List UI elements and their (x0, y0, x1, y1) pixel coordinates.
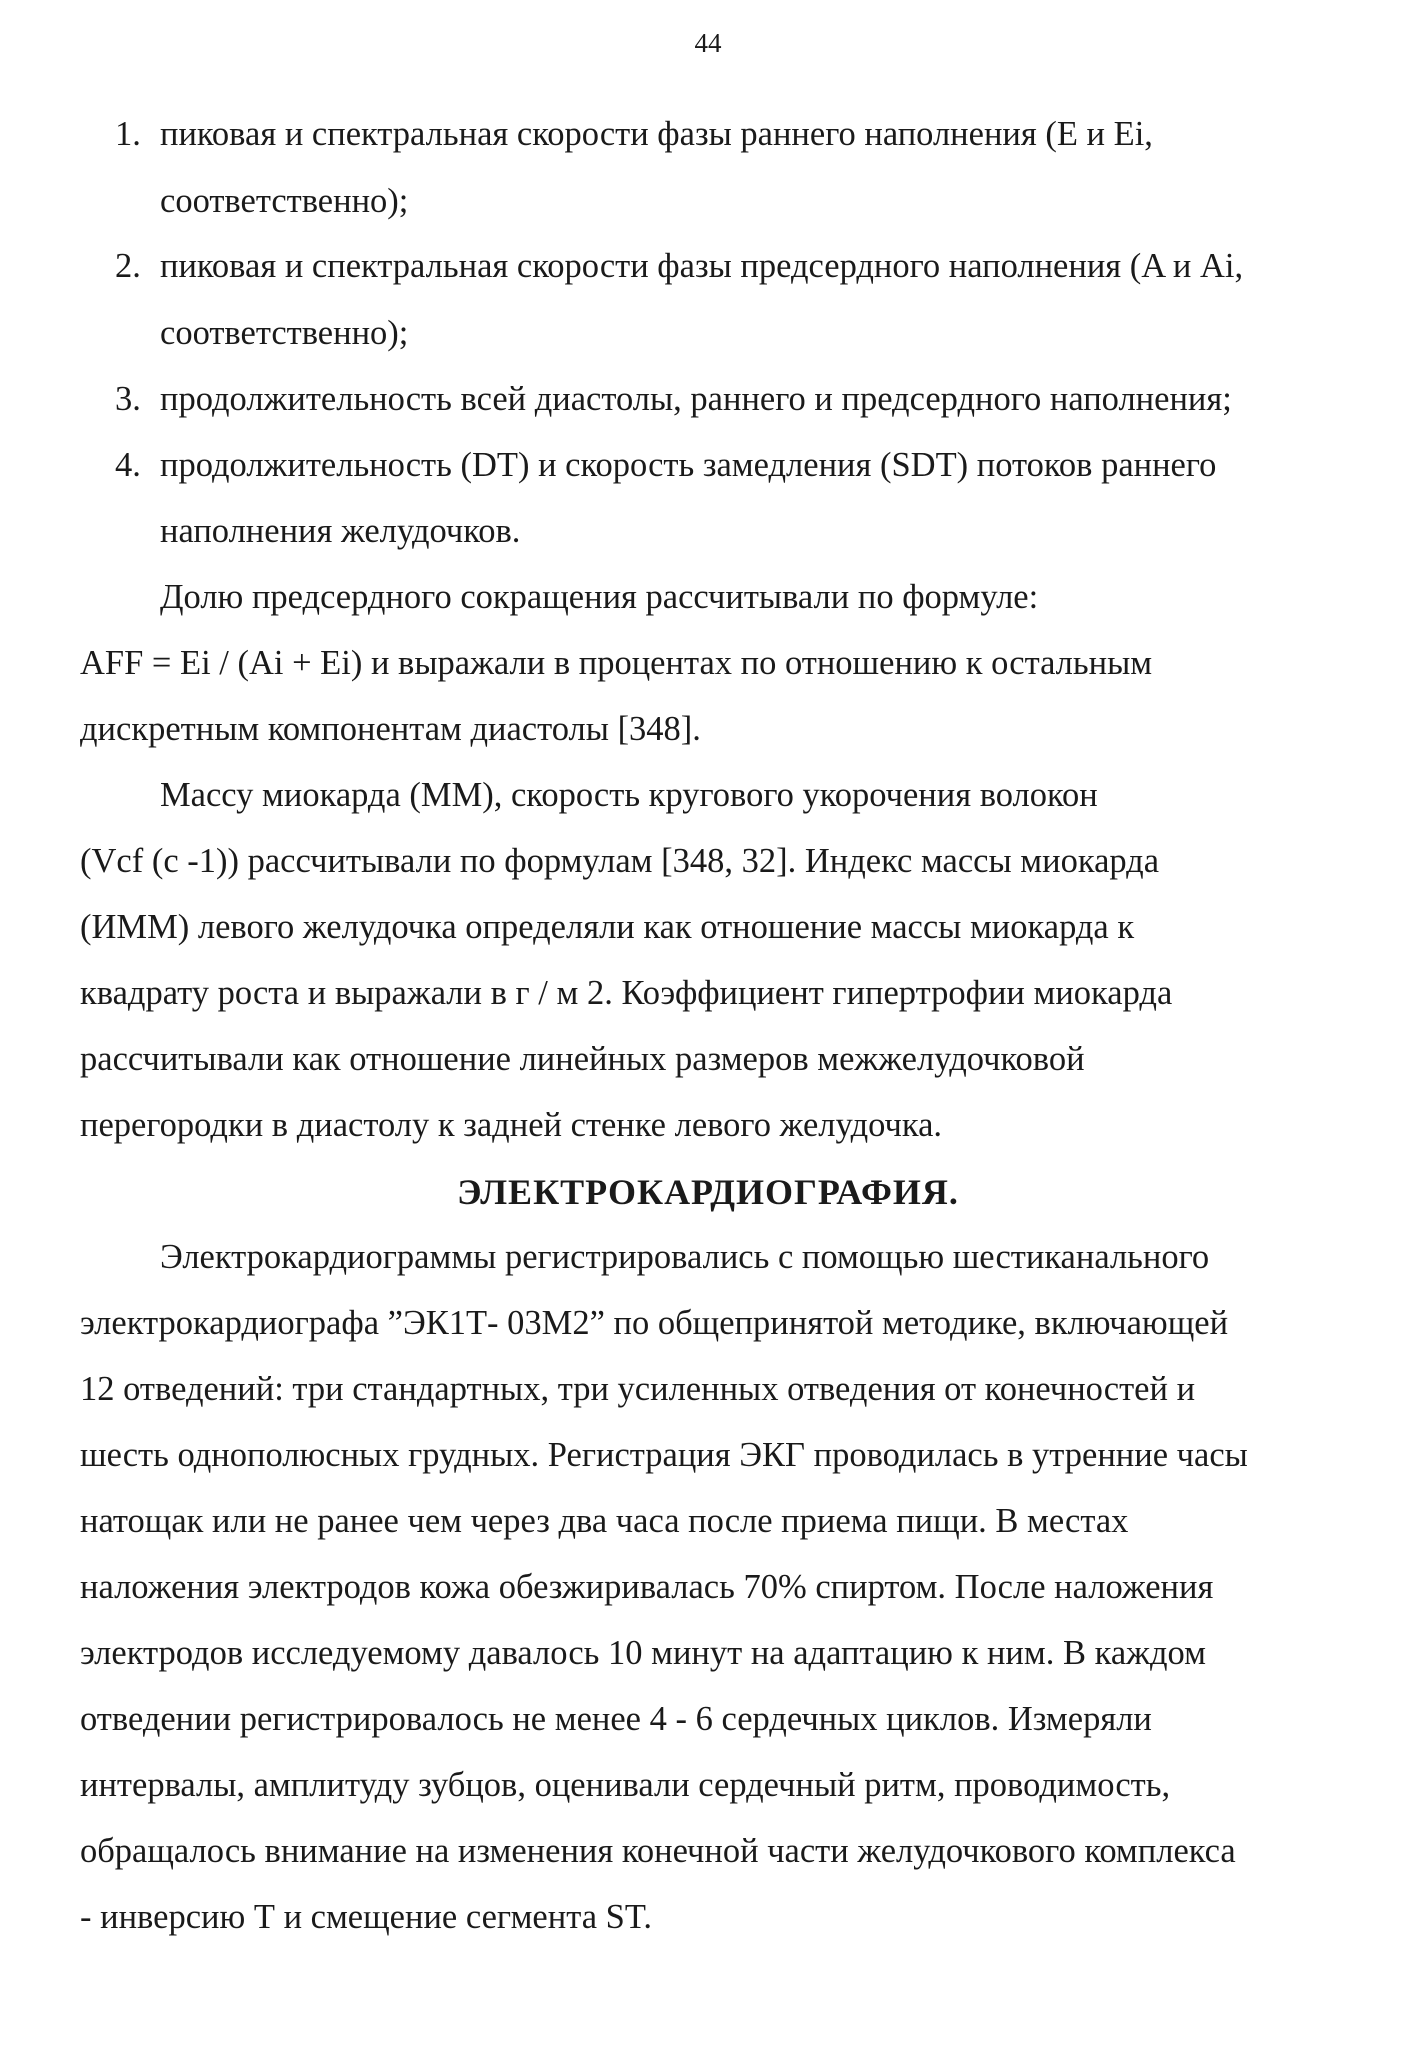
paragraph-line: Массу миокарда (ММ), скорость кругового укорочения волокон (160, 776, 1098, 814)
paragraph-line: 12 отведений: три стандартных, три усиленных отведения от конечностей и (80, 1370, 1196, 1408)
page-number: 44 (694, 28, 722, 58)
paragraph-line: AFF = Ei / (Ai + Ei) и выражали в процентах по отношению к остальным (80, 644, 1153, 682)
list-item-line: пиковая и спектральная скорости фазы предсердного наполнения (A и Ai, (160, 247, 1244, 285)
paragraph-line: шесть однополюсных грудных. Регистрация ЭКГ проводилась в утренние часы (80, 1436, 1248, 1474)
paragraph-line: наложения электродов кожа обезжиривалась 70% спиртом. После наложения (80, 1568, 1214, 1606)
paragraph-line: Электрокардиограммы регистрировались с помощью шестиканального (160, 1238, 1210, 1276)
paragraph-line: интервалы, амплитуду зубцов, оценивали сердечный ритм, проводимость, (80, 1766, 1171, 1804)
list-item-line: продолжительность (DT) и скорость замедления (SDT) потоков раннего (160, 446, 1217, 484)
paragraph-line: электрокардиографа ”ЭК1Т- 03М2” по общепринятой методике, включающей (80, 1304, 1229, 1342)
paragraph-line: дискретным компонентам диастолы [348]. (80, 710, 701, 748)
list-item-line: наполнения желудочков. (160, 512, 521, 550)
paragraph-line: электродов исследуемому давалось 10 минут на адаптацию к ним. В каждом (80, 1634, 1206, 1672)
list-item-line: соответственно); (160, 314, 409, 352)
paragraph-line: натощак или не ранее чем через два часа после приема пищи. В местах (80, 1502, 1129, 1540)
list-item-number: 2. (115, 247, 141, 285)
section-heading: ЭЛЕКТРОКАРДИОГРАФИЯ. (457, 1172, 959, 1212)
list-item-number: 4. (115, 446, 141, 484)
paragraph-line: отведении регистрировалось не менее 4 - 6 сердечных циклов. Измеряли (80, 1700, 1152, 1738)
paragraph-line: обращалось внимание на изменения конечной части желудочкового комплекса (80, 1832, 1236, 1870)
paragraph-line: рассчитывали как отношение линейных размеров межжелудочковой (80, 1040, 1085, 1078)
list-item-line: продолжительность всей диастолы, раннего и предсердного наполнения; (160, 380, 1232, 418)
list-item-number: 1. (115, 115, 141, 153)
list-item-line: соответственно); (160, 182, 409, 220)
list-item-number: 3. (115, 380, 141, 418)
list-item-line: пиковая и спектральная скорости фазы раннего наполнения (E и Ei, (160, 115, 1153, 153)
paragraph-line: - инверсию Т и смещение сегмента ST. (80, 1898, 652, 1936)
paragraph-line: квадрату роста и выражали в г / м 2. Коэффициент гипертрофии миокарда (80, 974, 1173, 1012)
paragraph-line: Долю предсердного сокращения рассчитывали по формуле: (160, 578, 1039, 616)
paragraph-line: (Vcf (c -1)) рассчитывали по формулам [348, 32]. Индекс массы миокарда (80, 842, 1160, 880)
paragraph-line: (ИММ) левого желудочка определяли как отношение массы миокарда к (80, 908, 1135, 946)
paragraph-line: перегородки в диастолу к задней стенке левого желудочка. (80, 1106, 943, 1144)
